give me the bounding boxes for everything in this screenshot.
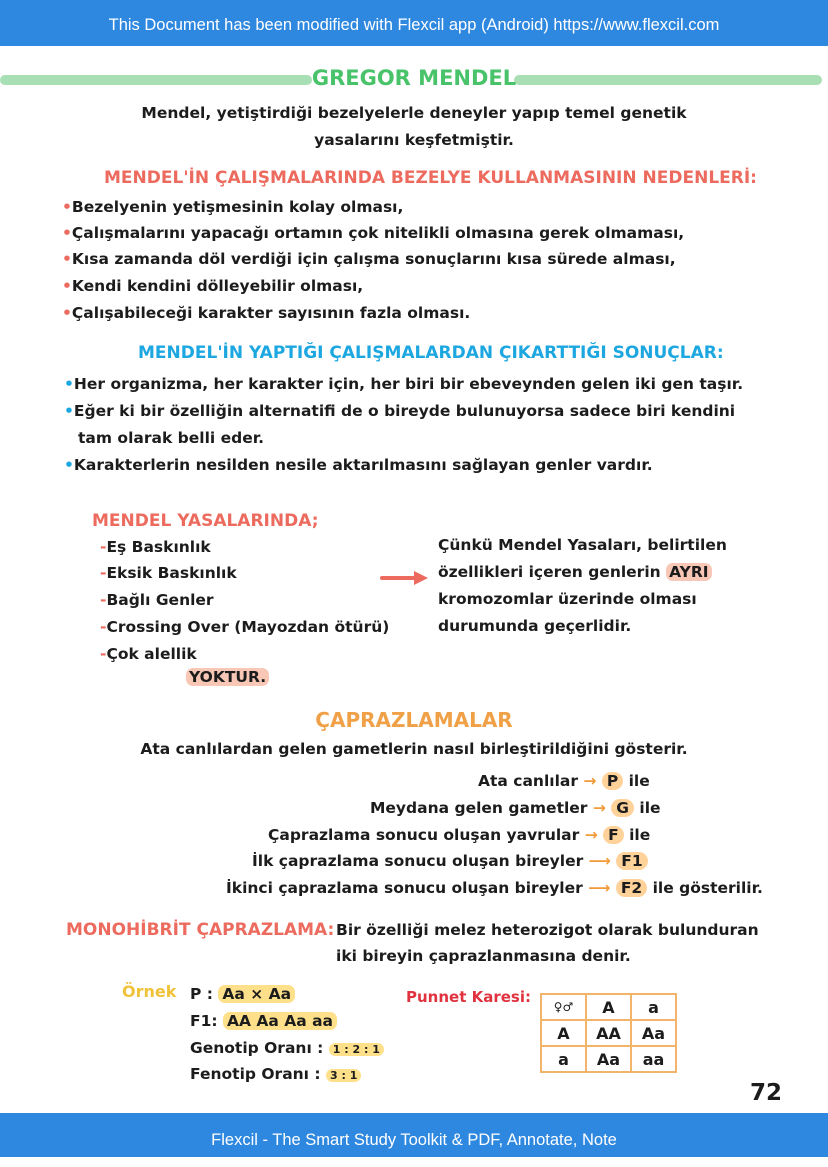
law-item: -Eksik Baskınlık bbox=[100, 564, 237, 582]
intro-line-1: Mendel, yetiştirdiği bezelyelerle deneyler yapıp temel genetik bbox=[141, 104, 687, 122]
result-item: •Karakterlerin nesilden nesile aktarılmasını sağlayan genler vardır. bbox=[64, 456, 653, 474]
page-number: 72 bbox=[750, 1080, 783, 1106]
cross-row: Ata canlılar → P ile bbox=[478, 772, 650, 790]
example-phenotype-row: Fenotip Oranı : 3 : 1 bbox=[190, 1065, 361, 1083]
example-genotype-row: Genotip Oranı : 1 : 2 : 1 bbox=[190, 1039, 384, 1057]
cross-row: İkinci çaprazlama sonucu oluşan bireyler ⟶ F2 ile gösterilir. bbox=[226, 879, 763, 897]
crosses-description: Ata canlılardan gelen gametlerin nasıl birleştirildiğini gösterir. bbox=[140, 740, 688, 758]
reason-item: •Çalışmalarını yapacağı ortamın çok nitelikli olmasına gerek olmaması, bbox=[62, 224, 685, 242]
punnet-corner: ♀♂ bbox=[541, 994, 586, 1020]
law-item: -Çok alellik bbox=[100, 645, 197, 663]
punnet-cell: Aa bbox=[631, 1020, 676, 1046]
law-item: -Crossing Over (Mayozdan ötürü) bbox=[100, 618, 390, 636]
result-item: •Her organizma, her karakter için, her biri bir ebeveynden gelen iki gen taşır. bbox=[64, 375, 744, 393]
law-item: -Bağlı Genler bbox=[100, 591, 214, 609]
reason-item: •Kısa zamanda döl verdiği için çalışma sonuçlarını kısa sürede alması, bbox=[62, 250, 676, 268]
reason-item: •Çalışabileceği karakter sayısının fazla olması. bbox=[62, 304, 471, 322]
laws-explanation-line-4: durumunda geçerlidir. bbox=[438, 617, 632, 635]
intro-line-2: yasalarını keşfetmiştir. bbox=[314, 131, 514, 149]
laws-heading: MENDEL YASALARINDA; bbox=[92, 511, 319, 531]
absent-label: YOKTUR. bbox=[186, 668, 269, 686]
punnet-cell: AA bbox=[586, 1020, 631, 1046]
monohybrid-definition-line-2: iki bireyin çaprazlanmasına denir. bbox=[336, 947, 631, 965]
punnet-row bbox=[541, 1020, 676, 1046]
punnet-cell: Aa bbox=[586, 1046, 631, 1072]
laws-explanation-line-3: kromozomlar üzerinde olması bbox=[438, 590, 697, 608]
cross-row: Çaprazlama sonucu oluşan yavrular → F ile bbox=[268, 826, 651, 844]
monohybrid-heading: MONOHİBRİT ÇAPRAZLAMA: bbox=[66, 920, 335, 940]
result-item: •Eğer ki bir özelliğin alternatifi de o bireyde bulunuyorsa sadece biri kendini bbox=[64, 402, 736, 420]
punnet-cell: aa bbox=[631, 1046, 676, 1072]
reasons-heading: MENDEL'İN ÇALIŞMALARINDA BEZELYE KULLANMASININ NEDENLERİ: bbox=[104, 168, 757, 188]
results-heading: MENDEL'İN YAPTIĞI ÇALIŞMALARDAN ÇIKARTTIĞI SONUÇLAR: bbox=[138, 343, 724, 363]
example-p-row: P : Aa × Aa bbox=[190, 985, 295, 1003]
punnet-label: Punnet Karesi: bbox=[406, 988, 531, 1006]
monohybrid-definition-line-1: Bir özelliği melez heterozigot olarak bulunduran bbox=[336, 921, 759, 939]
arrow-right-icon bbox=[380, 570, 430, 586]
flexcil-bottom-banner: Flexcil - The Smart Study Toolkit & PDF, Annotate, Note bbox=[0, 1113, 828, 1157]
example-label: Örnek bbox=[122, 982, 177, 1001]
punnet-row bbox=[541, 1046, 676, 1072]
cross-row: Meydana gelen gametler → G ile bbox=[370, 799, 661, 817]
punnet-square bbox=[540, 993, 677, 1073]
result-item-continuation: tam olarak belli eder. bbox=[78, 429, 265, 447]
reason-item: •Bezelyenin yetişmesinin kolay olması, bbox=[62, 198, 404, 216]
punnet-col-head: A bbox=[586, 994, 631, 1020]
example-f1-row: F1: AA Aa Aa aa bbox=[190, 1012, 337, 1030]
laws-explanation-line-1: Çünkü Mendel Yasaları, belirtilen bbox=[438, 536, 727, 554]
punnet-row-head: a bbox=[541, 1046, 586, 1072]
law-item: -Eş Baskınlık bbox=[100, 538, 211, 556]
crosses-heading: ÇAPRAZLAMALAR bbox=[315, 708, 513, 732]
punnet-row-head: A bbox=[541, 1020, 586, 1046]
flexcil-top-banner: This Document has been modified with Flexcil app (Android) https://www.flexcil.com bbox=[0, 0, 828, 46]
punnet-col-head: a bbox=[631, 994, 676, 1020]
reason-item: •Kendi kendini dölleyebilir olması, bbox=[62, 277, 364, 295]
laws-explanation-line-2: özellikleri içeren genlerin AYRI bbox=[438, 563, 712, 581]
cross-row: İlk çaprazlama sonucu oluşan bireyler ⟶ F1 bbox=[252, 852, 648, 870]
punnet-header-row bbox=[541, 994, 676, 1020]
page-title: GREGOR MENDEL bbox=[311, 66, 517, 90]
